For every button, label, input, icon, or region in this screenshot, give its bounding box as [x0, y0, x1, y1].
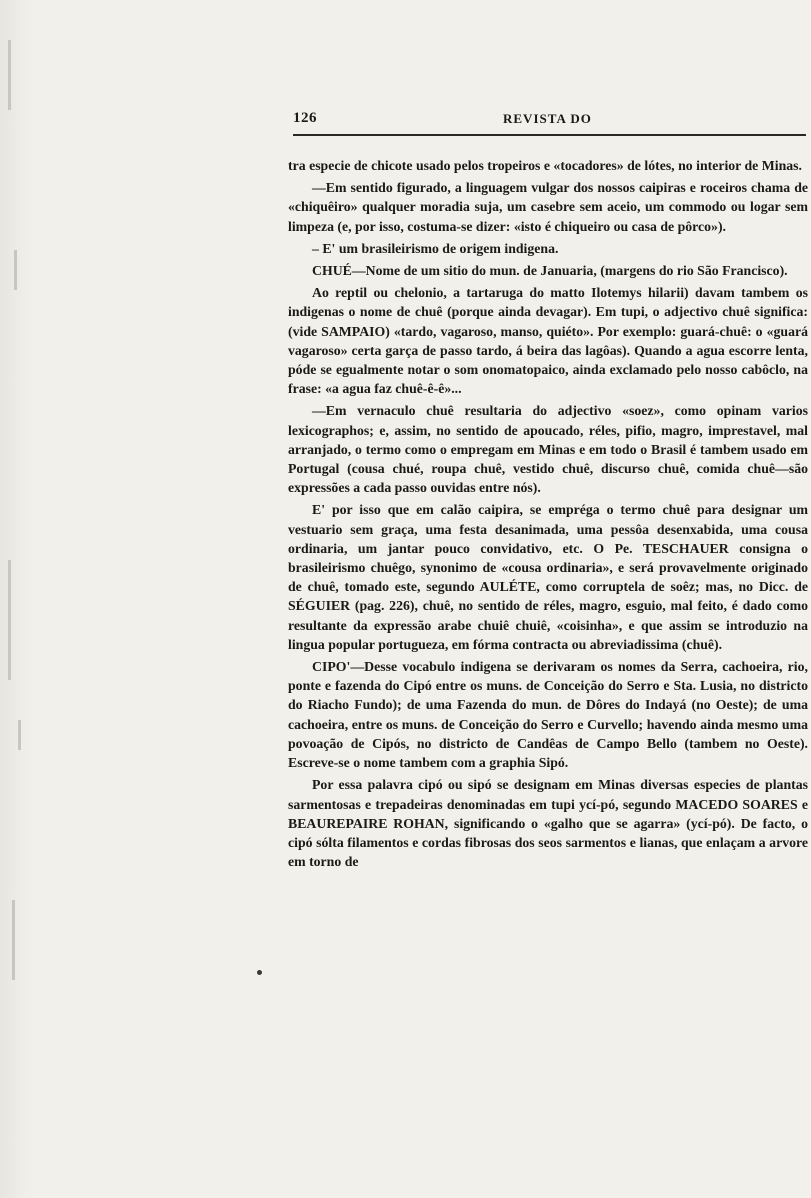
- paragraph: —Em vernaculo chuê resultaria do adjectivo «soez», como opinam varios lexicographos; e, assim, no sentido de apoucado, réles, pifio, magro, imprestavel, mal arranjado, o termo como o empregam em Minas e em todo o Brasil é tambem usado em Portugal (cousa chué, roupa chuê, vestido chuê, discurso chuê, comida chuê—são expressões a cada passo ouvidas entre nós).: [288, 403, 808, 496]
- paragraph: Ao reptil ou chelonio, a tartaruga do matto Ilotemys hilarii) davam tambem os indigenas o nome de chuê (porque ainda devagar). Em tupi, o adjectivo chuê significa: (vide SAMPAIO) «tardo, vagaroso, manso, quiéto». Por exemplo: guará-chuê: o «guará vagaroso» certa garça de passo tardo, á beira das lagôas). Quando a agua escorre lenta, póde se egualmente notar o som onomatopaico, ainda exclamado pelo nosso cabôclo, na frase: «a agua faz chuê-ê-ê»...: [288, 285, 808, 397]
- paragraph: —Em sentido figurado, a linguagem vulgar dos nossos caipiras e roceiros chama de «chiquêiro» qualquer moradia suja, um casebre sem aceio, um commodo ou logar sem limpeza (e, por isso, costuma-se dizer: «isto é chiqueiro ou casa de pôrco»).: [288, 180, 808, 234]
- entry-cipo: CIPO'—Desse vocabulo indigena se derivaram os nomes da Serra, cachoeira, rio, ponte e fazenda do Cipó entre os muns. de Conceição do Serro e Sta. Lusia, no districto do Riacho Fundo); de uma Fazenda do mun. de Dôres do Indayá (no Oeste); de uma cachoeira, entre os muns. de Conceição do Serro e Curvello; havendo ainda mesmo uma povoação de Cipós, no districto de Candêas de Campo Bello (tambem no Oeste). Escreve-se o nome tambem com a graphia Sipó.: [288, 659, 808, 771]
- page-number: 126: [293, 110, 317, 126]
- body-text: [288, 156, 808, 874]
- running-header: [293, 110, 806, 136]
- paragraph: E' por isso que em calão caipira, se empréga o termo chuê para designar um vestuario sem graça, uma festa desanimada, uma pessôa desenxabida, uma cousa ordinaria, um jantar pouco convidativo, etc. O Pe. TESCHAUER consigna o brasileirismo chuêgo, synonimo de «cousa ordinaria», e será provavelmente originado de chuê, tomado este, segundo AULÉTE, como corruptela de soêz; mas, no Dicc. de SÉGUIER (pag. 226), chuê, no sentido de réles, magro, esguio, mal feito, é dado como resultante da expressão arabe chuiê chuiê, «coisinha», e que assim se introduzio na lingua popular portugueza, em fórma contracta ou abreviadissima (chuê).: [288, 502, 808, 652]
- page-edge-shadow: [0, 0, 36, 1198]
- entry-chue: CHUÉ—Nome de um sitio do mun. de Januaria, (margens do rio São Francisco).: [312, 263, 788, 279]
- ink-speck: [257, 970, 262, 975]
- paragraph: – E' um brasileirismo de origem indigena.: [312, 240, 559, 256]
- running-title: REVISTA DO: [503, 111, 592, 126]
- paragraph: Por essa palavra cipó ou sipó se designam em Minas diversas especies de plantas sarmentosas e trepadeiras denominadas em tupi ycí-pó, segundo MACEDO SOARES e BEAUREPAIRE ROHAN, significando o «galho que se agarra» (ycí-pó). De facto, o cipó sólta filamentos e cordas fibrosas dos seos sarmentos e lianas, que enlaçam a arvore em torno de: [288, 777, 808, 870]
- paragraph-continuation: tra especie de chicote usado pelos tropeiros e «tocadores» de lótes, no interior de Minas.: [288, 158, 803, 173]
